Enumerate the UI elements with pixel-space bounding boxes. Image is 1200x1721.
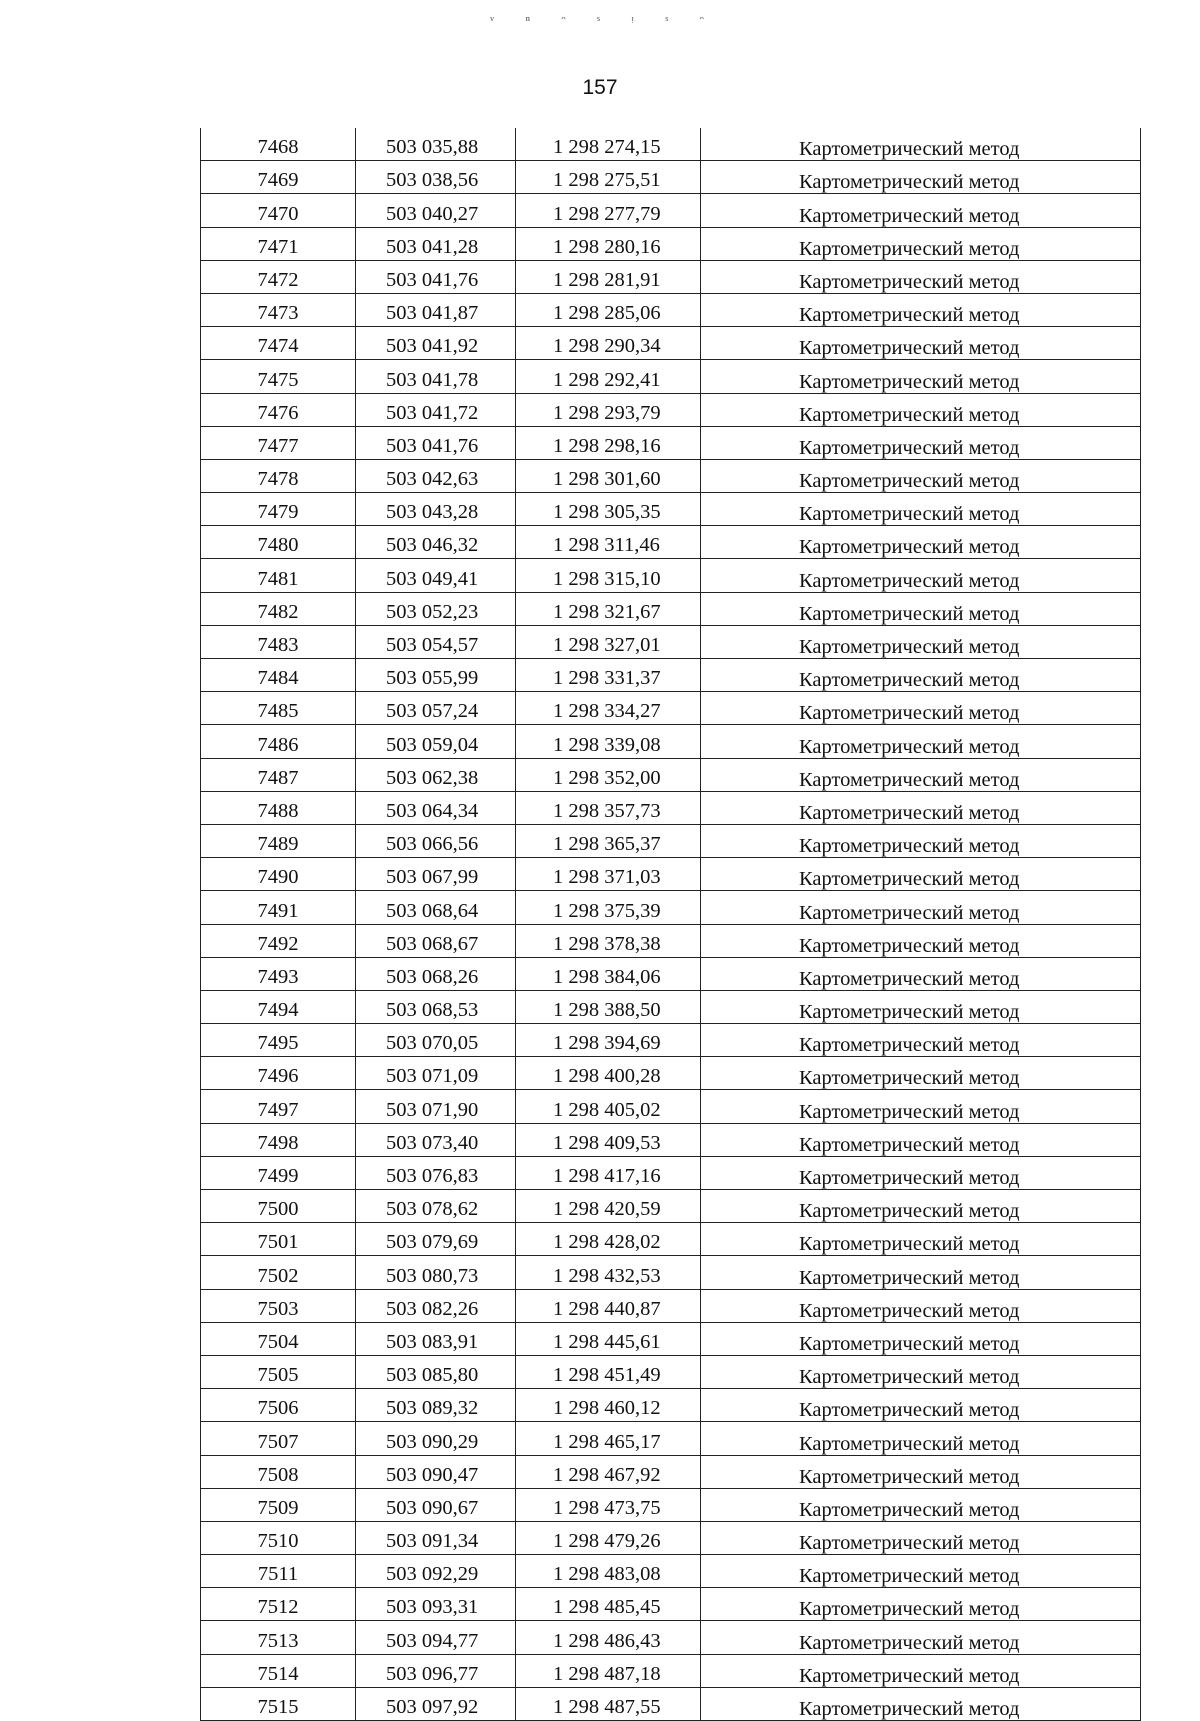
y-coordinate-cell: 1 298 445,61 (516, 1322, 701, 1355)
point-number-cell: 7515 (201, 1687, 356, 1720)
x-coordinate-cell: 503 092,29 (356, 1555, 516, 1588)
y-coordinate-cell: 1 298 409,53 (516, 1123, 701, 1156)
method-cell: Картометрический метод (701, 1190, 1141, 1223)
method-cell: Картометрический метод (701, 758, 1141, 791)
table-row (201, 1455, 1141, 1488)
table-row (201, 393, 1141, 426)
scan-marks: ᵛ ⁿ ᵔ ˢ ᵎ ˢ ᵔ (490, 14, 718, 29)
y-coordinate-cell: 1 298 384,06 (516, 957, 701, 990)
y-coordinate-cell: 1 298 487,18 (516, 1654, 701, 1687)
method-cell: Картометрический метод (701, 559, 1141, 592)
table-row (201, 227, 1141, 260)
y-coordinate-cell: 1 298 274,15 (516, 128, 701, 161)
table-row (201, 1024, 1141, 1057)
x-coordinate-cell: 503 041,72 (356, 393, 516, 426)
point-number-cell: 7488 (201, 791, 356, 824)
table-row (201, 1555, 1141, 1588)
table-row (201, 1223, 1141, 1256)
method-cell: Картометрический метод (701, 1090, 1141, 1123)
y-coordinate-cell: 1 298 467,92 (516, 1455, 701, 1488)
method-cell: Картометрический метод (701, 1289, 1141, 1322)
point-number-cell: 7470 (201, 194, 356, 227)
point-number-cell: 7500 (201, 1190, 356, 1223)
point-number-cell: 7469 (201, 161, 356, 194)
x-coordinate-cell: 503 090,29 (356, 1422, 516, 1455)
point-number-cell: 7494 (201, 990, 356, 1023)
table-row (201, 194, 1141, 227)
point-number-cell: 7506 (201, 1389, 356, 1422)
point-number-cell: 7503 (201, 1289, 356, 1322)
x-coordinate-cell: 503 041,92 (356, 327, 516, 360)
y-coordinate-cell: 1 298 321,67 (516, 592, 701, 625)
table-row (201, 360, 1141, 393)
method-cell: Картометрический метод (701, 227, 1141, 260)
x-coordinate-cell: 503 089,32 (356, 1389, 516, 1422)
table-row (201, 1057, 1141, 1090)
y-coordinate-cell: 1 298 483,08 (516, 1555, 701, 1588)
method-cell: Картометрический метод (701, 692, 1141, 725)
point-number-cell: 7499 (201, 1156, 356, 1189)
method-cell: Картометрический метод (701, 957, 1141, 990)
x-coordinate-cell: 503 078,62 (356, 1190, 516, 1223)
y-coordinate-cell: 1 298 315,10 (516, 559, 701, 592)
table-row (201, 293, 1141, 326)
x-coordinate-cell: 503 041,28 (356, 227, 516, 260)
method-cell: Картометрический метод (701, 1024, 1141, 1057)
x-coordinate-cell: 503 059,04 (356, 725, 516, 758)
y-coordinate-cell: 1 298 428,02 (516, 1223, 701, 1256)
method-cell: Картометрический метод (701, 493, 1141, 526)
method-cell: Картометрический метод (701, 1422, 1141, 1455)
table-row (201, 1190, 1141, 1223)
method-cell: Картометрический метод (701, 659, 1141, 692)
method-cell: Картометрический метод (701, 1123, 1141, 1156)
x-coordinate-cell: 503 093,31 (356, 1588, 516, 1621)
x-coordinate-cell: 503 071,90 (356, 1090, 516, 1123)
method-cell: Картометрический метод (701, 128, 1141, 161)
y-coordinate-cell: 1 298 394,69 (516, 1024, 701, 1057)
x-coordinate-cell: 503 079,69 (356, 1223, 516, 1256)
method-cell: Картометрический метод (701, 1256, 1141, 1289)
y-coordinate-cell: 1 298 331,37 (516, 659, 701, 692)
method-cell: Картометрический метод (701, 327, 1141, 360)
method-cell: Картометрический метод (701, 1389, 1141, 1422)
table-row (201, 957, 1141, 990)
x-coordinate-cell: 503 091,34 (356, 1521, 516, 1554)
x-coordinate-cell: 503 040,27 (356, 194, 516, 227)
y-coordinate-cell: 1 298 420,59 (516, 1190, 701, 1223)
method-cell: Картометрический метод (701, 161, 1141, 194)
x-coordinate-cell: 503 057,24 (356, 692, 516, 725)
point-number-cell: 7484 (201, 659, 356, 692)
point-number-cell: 7497 (201, 1090, 356, 1123)
method-cell: Картометрический метод (701, 1654, 1141, 1687)
y-coordinate-cell: 1 298 485,45 (516, 1588, 701, 1621)
y-coordinate-cell: 1 298 275,51 (516, 161, 701, 194)
method-cell: Картометрический метод (701, 1156, 1141, 1189)
point-number-cell: 7477 (201, 426, 356, 459)
point-number-cell: 7496 (201, 1057, 356, 1090)
point-number-cell: 7514 (201, 1654, 356, 1687)
y-coordinate-cell: 1 298 451,49 (516, 1355, 701, 1388)
table-row (201, 1654, 1141, 1687)
table-row (201, 924, 1141, 957)
y-coordinate-cell: 1 298 487,55 (516, 1687, 701, 1720)
x-coordinate-cell: 503 094,77 (356, 1621, 516, 1654)
x-coordinate-cell: 503 090,47 (356, 1455, 516, 1488)
y-coordinate-cell: 1 298 280,16 (516, 227, 701, 260)
table-body (201, 128, 1141, 1721)
table-row (201, 1123, 1141, 1156)
point-number-cell: 7490 (201, 858, 356, 891)
x-coordinate-cell: 503 062,38 (356, 758, 516, 791)
method-cell: Картометрический метод (701, 260, 1141, 293)
method-cell: Картометрический метод (701, 1621, 1141, 1654)
x-coordinate-cell: 503 035,88 (356, 128, 516, 161)
x-coordinate-cell: 503 054,57 (356, 625, 516, 658)
table-row (201, 327, 1141, 360)
table-row (201, 725, 1141, 758)
method-cell: Картометрический метод (701, 990, 1141, 1023)
table-row (201, 1156, 1141, 1189)
table-row (201, 1355, 1141, 1388)
x-coordinate-cell: 503 085,80 (356, 1355, 516, 1388)
method-cell: Картометрический метод (701, 1057, 1141, 1090)
point-number-cell: 7510 (201, 1521, 356, 1554)
point-number-cell: 7487 (201, 758, 356, 791)
y-coordinate-cell: 1 298 292,41 (516, 360, 701, 393)
y-coordinate-cell: 1 298 405,02 (516, 1090, 701, 1123)
x-coordinate-cell: 503 055,99 (356, 659, 516, 692)
method-cell: Картометрический метод (701, 1588, 1141, 1621)
point-number-cell: 7505 (201, 1355, 356, 1388)
x-coordinate-cell: 503 066,56 (356, 824, 516, 857)
point-number-cell: 7474 (201, 327, 356, 360)
method-cell: Картометрический метод (701, 1223, 1141, 1256)
point-number-cell: 7495 (201, 1024, 356, 1057)
method-cell: Картометрический метод (701, 924, 1141, 957)
method-cell: Картометрический метод (701, 526, 1141, 559)
method-cell: Картометрический метод (701, 891, 1141, 924)
table-row (201, 1588, 1141, 1621)
table-row (201, 1521, 1141, 1554)
method-cell: Картометрический метод (701, 459, 1141, 492)
y-coordinate-cell: 1 298 352,00 (516, 758, 701, 791)
table-row (201, 625, 1141, 658)
x-coordinate-cell: 503 071,09 (356, 1057, 516, 1090)
point-number-cell: 7485 (201, 692, 356, 725)
x-coordinate-cell: 503 096,77 (356, 1654, 516, 1687)
y-coordinate-cell: 1 298 378,38 (516, 924, 701, 957)
table-row (201, 1389, 1141, 1422)
table-row (201, 459, 1141, 492)
point-number-cell: 7493 (201, 957, 356, 990)
y-coordinate-cell: 1 298 375,39 (516, 891, 701, 924)
point-number-cell: 7498 (201, 1123, 356, 1156)
y-coordinate-cell: 1 298 440,87 (516, 1289, 701, 1322)
y-coordinate-cell: 1 298 400,28 (516, 1057, 701, 1090)
method-cell: Картометрический метод (701, 824, 1141, 857)
table-row (201, 161, 1141, 194)
x-coordinate-cell: 503 068,64 (356, 891, 516, 924)
point-number-cell: 7501 (201, 1223, 356, 1256)
method-cell: Картометрический метод (701, 360, 1141, 393)
method-cell: Картометрический метод (701, 1488, 1141, 1521)
method-cell: Картометрический метод (701, 1555, 1141, 1588)
y-coordinate-cell: 1 298 486,43 (516, 1621, 701, 1654)
x-coordinate-cell: 503 041,78 (356, 360, 516, 393)
point-number-cell: 7489 (201, 824, 356, 857)
method-cell: Картометрический метод (701, 1355, 1141, 1388)
point-number-cell: 7492 (201, 924, 356, 957)
x-coordinate-cell: 503 041,87 (356, 293, 516, 326)
x-coordinate-cell: 503 097,92 (356, 1687, 516, 1720)
method-cell: Картометрический метод (701, 293, 1141, 326)
y-coordinate-cell: 1 298 327,01 (516, 625, 701, 658)
y-coordinate-cell: 1 298 357,73 (516, 791, 701, 824)
y-coordinate-cell: 1 298 298,16 (516, 426, 701, 459)
x-coordinate-cell: 503 073,40 (356, 1123, 516, 1156)
table-row (201, 791, 1141, 824)
point-number-cell: 7472 (201, 260, 356, 293)
point-number-cell: 7504 (201, 1322, 356, 1355)
y-coordinate-cell: 1 298 479,26 (516, 1521, 701, 1554)
table-row (201, 1621, 1141, 1654)
table-row (201, 1422, 1141, 1455)
table-row (201, 824, 1141, 857)
x-coordinate-cell: 503 064,34 (356, 791, 516, 824)
coordinates-table (200, 128, 1141, 1721)
table-row (201, 692, 1141, 725)
method-cell: Картометрический метод (701, 1521, 1141, 1554)
table-row (201, 426, 1141, 459)
table-row (201, 858, 1141, 891)
point-number-cell: 7509 (201, 1488, 356, 1521)
x-coordinate-cell: 503 070,05 (356, 1024, 516, 1057)
x-coordinate-cell: 503 076,83 (356, 1156, 516, 1189)
table-row (201, 1256, 1141, 1289)
y-coordinate-cell: 1 298 339,08 (516, 725, 701, 758)
point-number-cell: 7478 (201, 459, 356, 492)
table-row (201, 128, 1141, 161)
y-coordinate-cell: 1 298 277,79 (516, 194, 701, 227)
y-coordinate-cell: 1 298 473,75 (516, 1488, 701, 1521)
point-number-cell: 7507 (201, 1422, 356, 1455)
method-cell: Картометрический метод (701, 1322, 1141, 1355)
point-number-cell: 7512 (201, 1588, 356, 1621)
x-coordinate-cell: 503 080,73 (356, 1256, 516, 1289)
point-number-cell: 7479 (201, 493, 356, 526)
x-coordinate-cell: 503 052,23 (356, 592, 516, 625)
method-cell: Картометрический метод (701, 393, 1141, 426)
table-row (201, 260, 1141, 293)
x-coordinate-cell: 503 046,32 (356, 526, 516, 559)
table-row (201, 1687, 1141, 1720)
x-coordinate-cell: 503 068,67 (356, 924, 516, 957)
x-coordinate-cell: 503 068,26 (356, 957, 516, 990)
y-coordinate-cell: 1 298 334,27 (516, 692, 701, 725)
y-coordinate-cell: 1 298 311,46 (516, 526, 701, 559)
table-row (201, 493, 1141, 526)
y-coordinate-cell: 1 298 301,60 (516, 459, 701, 492)
y-coordinate-cell: 1 298 281,91 (516, 260, 701, 293)
point-number-cell: 7471 (201, 227, 356, 260)
y-coordinate-cell: 1 298 417,16 (516, 1156, 701, 1189)
table-row (201, 1322, 1141, 1355)
method-cell: Картометрический метод (701, 592, 1141, 625)
point-number-cell: 7486 (201, 725, 356, 758)
table-row (201, 559, 1141, 592)
x-coordinate-cell: 503 038,56 (356, 161, 516, 194)
method-cell: Картометрический метод (701, 725, 1141, 758)
x-coordinate-cell: 503 068,53 (356, 990, 516, 1023)
method-cell: Картометрический метод (701, 1455, 1141, 1488)
point-number-cell: 7468 (201, 128, 356, 161)
method-cell: Картометрический метод (701, 1687, 1141, 1720)
method-cell: Картометрический метод (701, 791, 1141, 824)
x-coordinate-cell: 503 041,76 (356, 426, 516, 459)
point-number-cell: 7480 (201, 526, 356, 559)
x-coordinate-cell: 503 083,91 (356, 1322, 516, 1355)
method-cell: Картометрический метод (701, 426, 1141, 459)
table-row (201, 659, 1141, 692)
method-cell: Картометрический метод (701, 625, 1141, 658)
x-coordinate-cell: 503 067,99 (356, 858, 516, 891)
method-cell: Картометрический метод (701, 194, 1141, 227)
y-coordinate-cell: 1 298 365,37 (516, 824, 701, 857)
point-number-cell: 7508 (201, 1455, 356, 1488)
x-coordinate-cell: 503 041,76 (356, 260, 516, 293)
y-coordinate-cell: 1 298 371,03 (516, 858, 701, 891)
point-number-cell: 7513 (201, 1621, 356, 1654)
point-number-cell: 7482 (201, 592, 356, 625)
table-row (201, 891, 1141, 924)
table-row (201, 758, 1141, 791)
y-coordinate-cell: 1 298 290,34 (516, 327, 701, 360)
y-coordinate-cell: 1 298 285,06 (516, 293, 701, 326)
y-coordinate-cell: 1 298 465,17 (516, 1422, 701, 1455)
x-coordinate-cell: 503 043,28 (356, 493, 516, 526)
point-number-cell: 7511 (201, 1555, 356, 1588)
point-number-cell: 7483 (201, 625, 356, 658)
x-coordinate-cell: 503 042,63 (356, 459, 516, 492)
x-coordinate-cell: 503 090,67 (356, 1488, 516, 1521)
y-coordinate-cell: 1 298 432,53 (516, 1256, 701, 1289)
y-coordinate-cell: 1 298 305,35 (516, 493, 701, 526)
point-number-cell: 7481 (201, 559, 356, 592)
x-coordinate-cell: 503 049,41 (356, 559, 516, 592)
y-coordinate-cell: 1 298 388,50 (516, 990, 701, 1023)
point-number-cell: 7476 (201, 393, 356, 426)
method-cell: Картометрический метод (701, 858, 1141, 891)
point-number-cell: 7491 (201, 891, 356, 924)
point-number-cell: 7502 (201, 1256, 356, 1289)
table-row (201, 1090, 1141, 1123)
point-number-cell: 7473 (201, 293, 356, 326)
table-row (201, 1488, 1141, 1521)
point-number-cell: 7475 (201, 360, 356, 393)
page-number: 157 (582, 76, 618, 99)
y-coordinate-cell: 1 298 460,12 (516, 1389, 701, 1422)
x-coordinate-cell: 503 082,26 (356, 1289, 516, 1322)
table-row (201, 526, 1141, 559)
table-row (201, 592, 1141, 625)
table-row (201, 990, 1141, 1023)
table-row (201, 1289, 1141, 1322)
y-coordinate-cell: 1 298 293,79 (516, 393, 701, 426)
